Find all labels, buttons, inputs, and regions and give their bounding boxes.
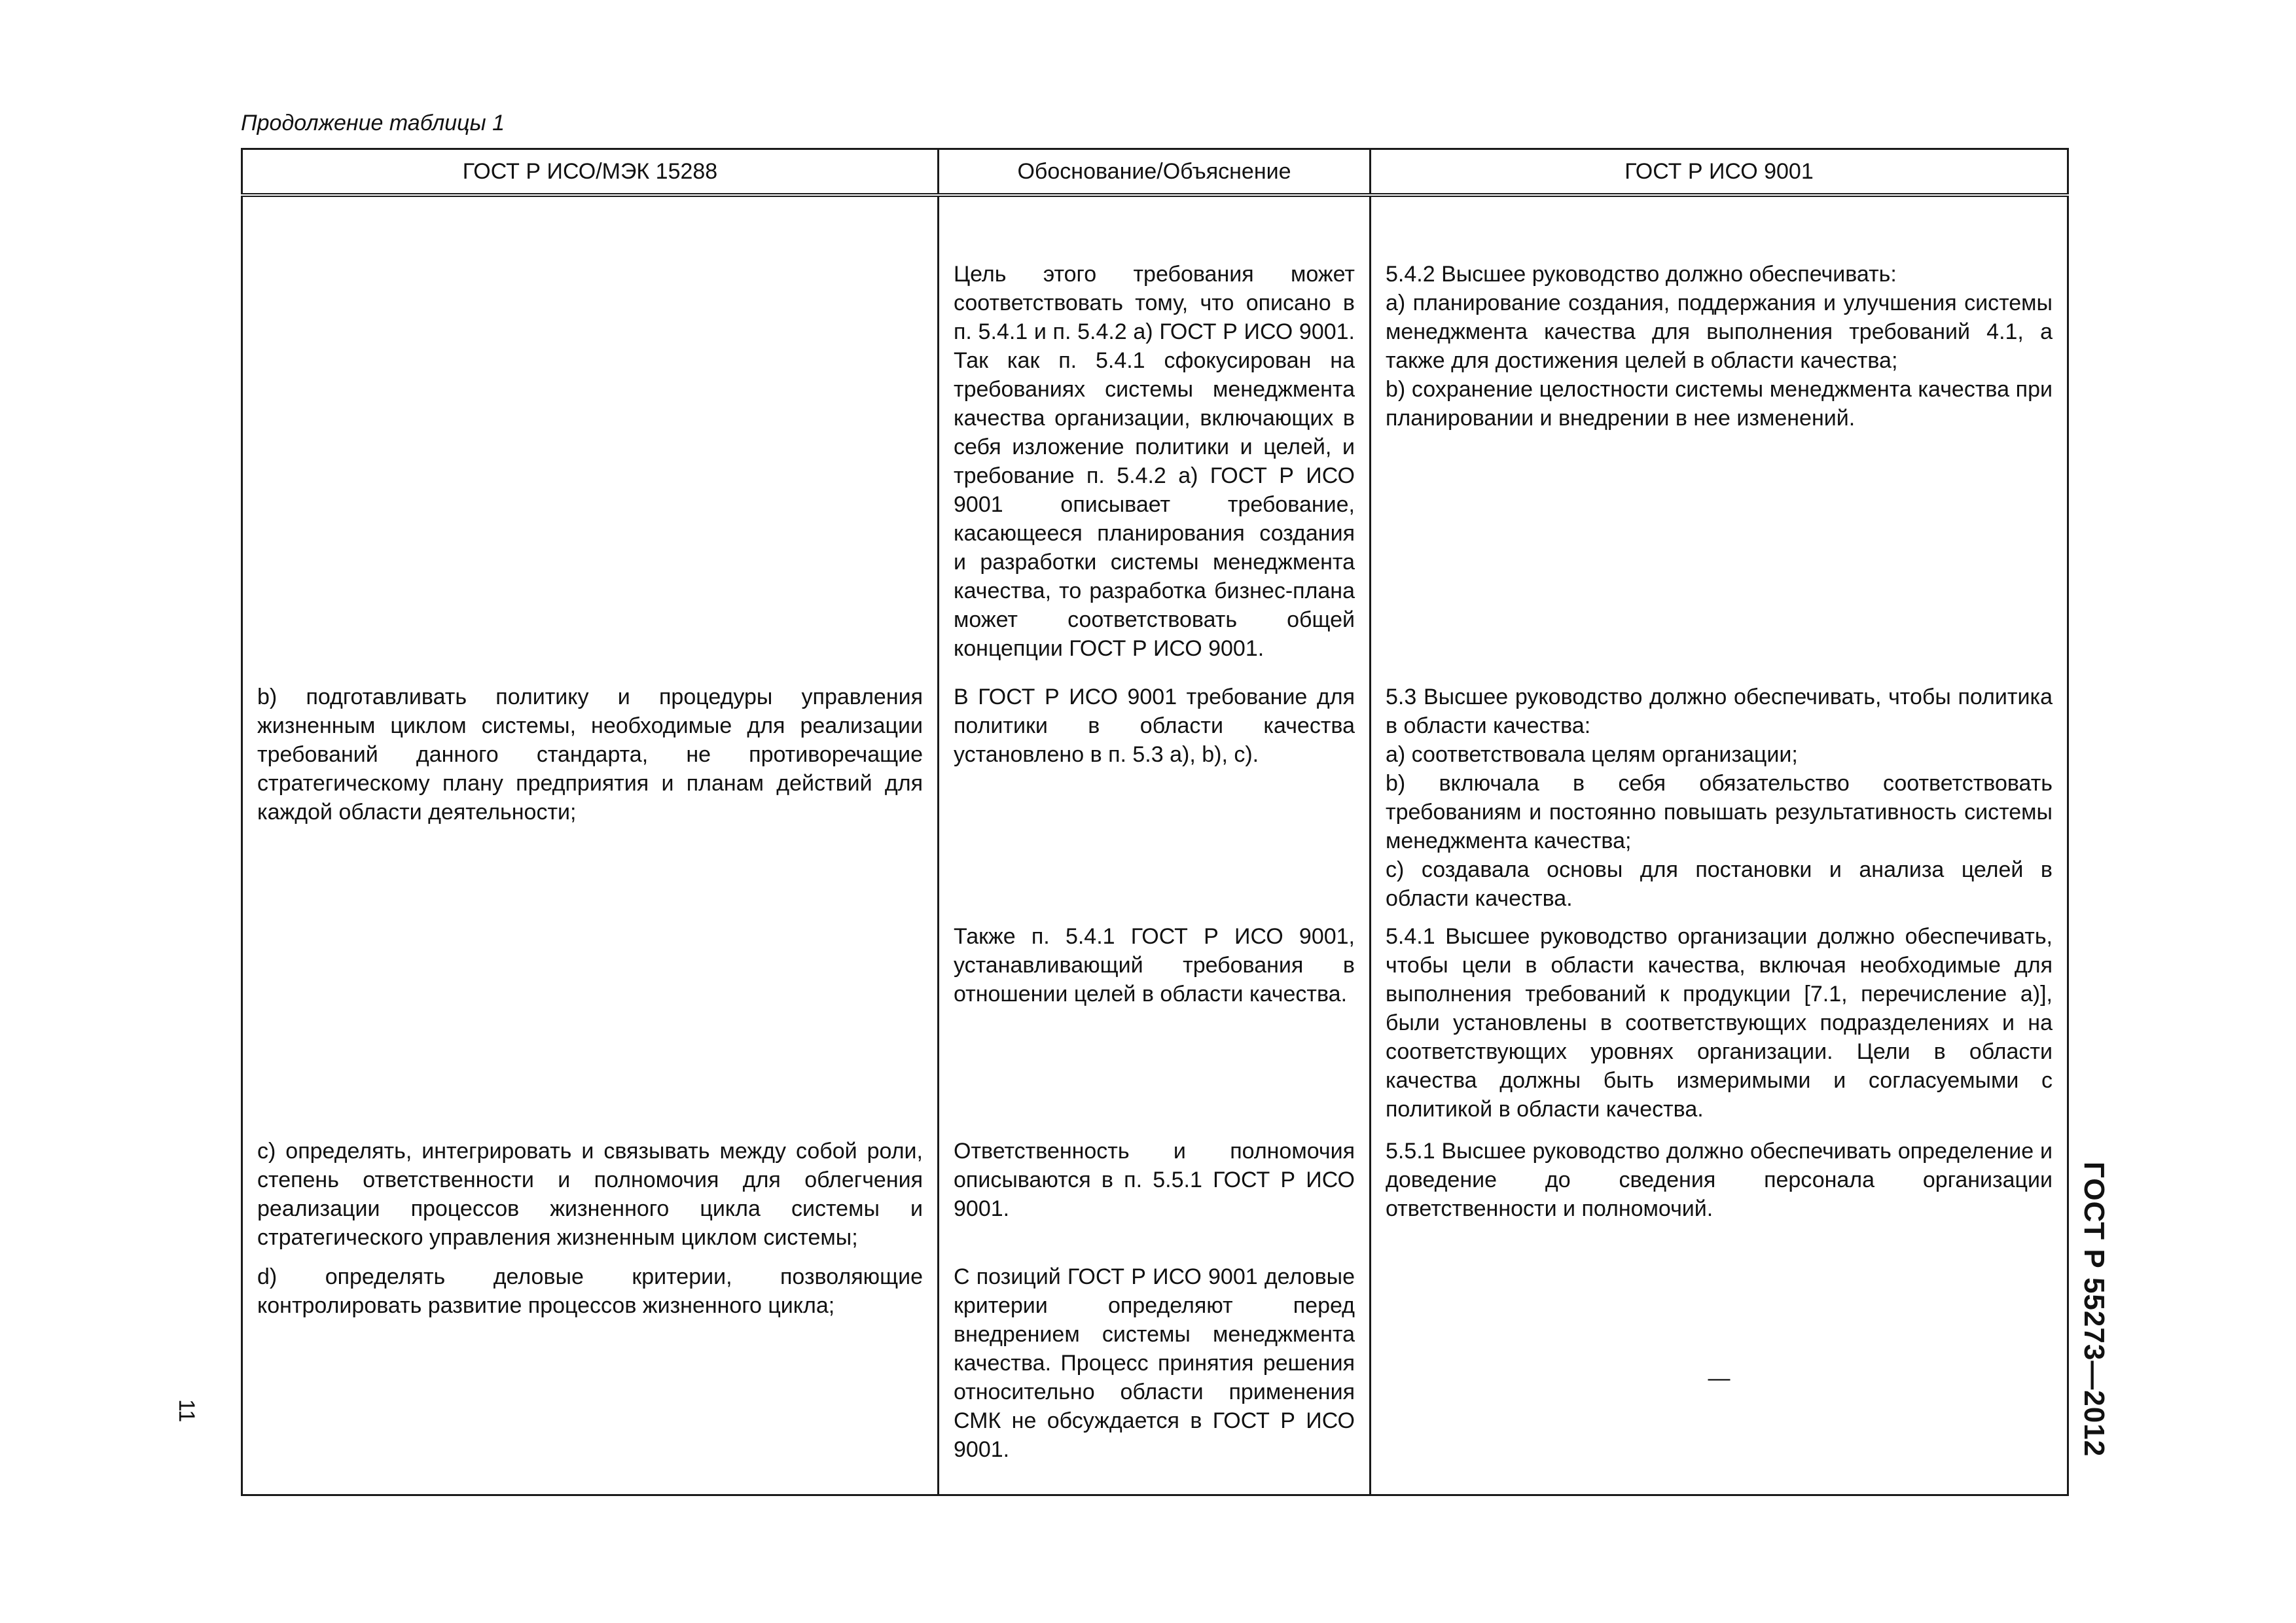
cell-gost-15288: b) подготавливать политику и процедуры управления жизненным циклом системы, необходимые для реализации требований данного стандарта, не противоречащие стратегическому плану предприятия и планам действий для каждой области деятельности; [242,663,939,913]
standard-code-vertical: ГОСТ Р 55273—2012 [2078,1162,2110,1457]
cell-justification: Также п. 5.4.1 ГОСТ Р ИСО 9001, устанавливающий требования в отношении целей в области качества. [939,913,1371,1128]
header-justification: Обоснование/Объяснение [939,149,1371,195]
cell-gost-9001 [1371,1128,2068,1255]
page-number: 11 [174,1399,199,1423]
table-row [242,913,2068,1128]
clause-line: a) соответствовала целям организации; [1386,741,1798,767]
table-caption: Продолжение таблицы 1 [241,111,505,135]
cell-justification: В ГОСТ Р ИСО 9001 требование для политики в области качества установлено в п. 5.3 а), b), c). [939,663,1371,913]
clause-line: 5.3 Высшее руководство должно обеспечивать, чтобы политика в области качества: [1386,684,2053,738]
clause-line: c) создавала основы для постановки и анализа целей в области качества. [1386,857,2053,911]
cell-gost-9001 [1371,663,2068,913]
cell-justification: С позиций ГОСТ Р ИСО 9001 деловые критерии определяют перед внедрением системы менеджмента качества. Процесс принятия решения относительно области применения СМК не обсуждается в ГОСТ Р ИСО 9001. [939,1255,1371,1495]
clause-line: 5.4.1 Высшее руководство организации должно обеспечивать, чтобы цели в области качества, включая необходимые для выполнения требований к продукции [7.1, перечисление а)], были установлены в соответствующих подразделениях и на соответствующих уровнях организации. Цели в области качества должны быть измеримыми и согласуемыми с политикой в области качества. [1386,923,2053,1122]
cell-justification: Цель этого требования может соответствовать тому, что описано в п. 5.4.1 и п. 5.4.2 а) ГОСТ Р ИСО 9001. Так как п. 5.4.1 сфокусирован на требованиях системы менеджмента качества организации, включающих в себя изложение политики и целей, и требование п. 5.4.2 а) ГОСТ Р ИСО 9001 описывает требование, касающееся планирования создания и разработки системы менеджмента качества, то разработка бизнес-плана может соответствовать общей концепции ГОСТ Р ИСО 9001. [939,195,1371,663]
clause-line: 5.4.2 Высшее руководство должно обеспечивать: [1386,261,1897,287]
comparison-table [241,148,2069,1496]
table-row [242,1255,2068,1495]
cell-gost-15288 [242,195,939,663]
cell-gost-9001 [1371,195,2068,663]
table-row [242,663,2068,913]
table-row [242,195,2068,663]
table-header-row [242,149,2068,195]
cell-gost-15288 [242,913,939,1128]
table-row [242,1128,2068,1255]
header-gost-15288: ГОСТ Р ИСО/МЭК 15288 [242,149,939,195]
cell-gost-15288: c) определять, интегрировать и связывать между собой роли, степень ответственности и полномочия для облегчения реализации процессов жизненного цикла системы и стратегического управления жизненным циклом системы; [242,1128,939,1255]
header-gost-9001: ГОСТ Р ИСО 9001 [1371,149,2068,195]
clause-line: 5.5.1 Высшее руководство должно обеспечивать определение и доведение до сведения персонала организации ответственности и полномочий. [1386,1138,2053,1221]
clause-line: b) включала в себя обязательство соответствовать требованиям и постоянно повышать результативность системы менеджмента качества; [1386,770,2053,853]
clause-line: b) сохранение целостности системы менеджмента качества при планировании и внедрении в нее изменений. [1386,376,2053,431]
cell-gost-9001 [1371,913,2068,1128]
cell-gost-15288: d) определять деловые критерии, позволяющие контролировать развитие процессов жизненного цикла; [242,1255,939,1495]
clause-line: a) планирование создания, поддержания и улучшения системы менеджмента качества для выполнения требований 4.1, а также для достижения целей в области качества; [1386,290,2053,373]
cell-justification: Ответственность и полномочия описываются в п. 5.5.1 ГОСТ Р ИСО 9001. [939,1128,1371,1255]
cell-gost-9001-empty-dash: — [1371,1255,2068,1495]
